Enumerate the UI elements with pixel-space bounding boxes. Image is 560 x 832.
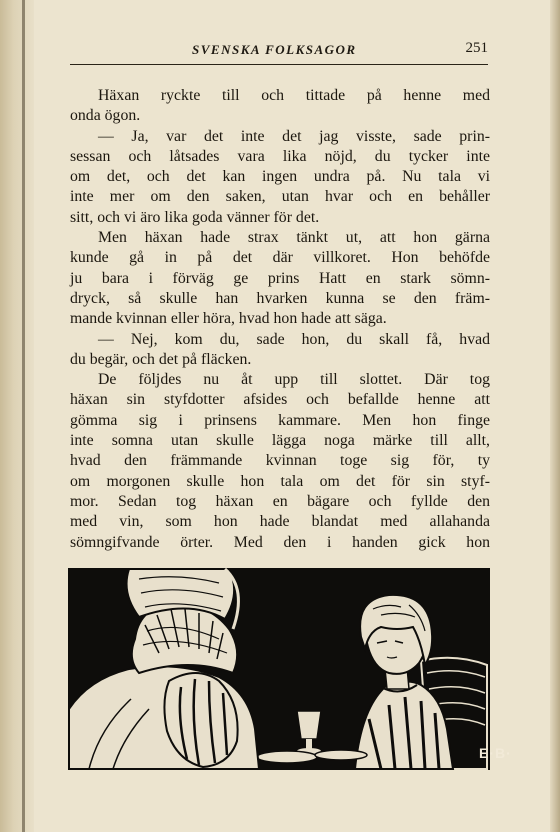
- text-line: Häxan ryckte till och tittade på henne med: [98, 87, 490, 104]
- text-line: häxan sin styfdotter afsides och befallde henne att: [70, 391, 490, 409]
- running-title: SVENSKA FOLKSAGOR: [192, 42, 357, 57]
- text-line: om morgonen skulle hon tala om det för sin styf-: [70, 472, 490, 490]
- text-line: ju bara i förväg ge prins Hatt en stark sömn-: [70, 269, 490, 287]
- text-line: om det, och det kan ingen undra på. Nu tala vi: [70, 168, 490, 186]
- page-number: 251: [465, 40, 488, 56]
- text-line: onda ögon.: [70, 107, 141, 125]
- text-line: — Ja, var det inte det jag visste, sade prin-: [98, 127, 490, 145]
- illustration: [68, 568, 512, 770]
- text-line: dryck, så skulle han hvarken kunna se den främ-: [70, 289, 490, 307]
- text-line: — Nej, kom du, sade hon, du skall få, hvad: [98, 330, 490, 348]
- text-line: mor. Sedan tog häxan en bägare och fyllde den: [70, 492, 490, 510]
- page-gutter: [0, 0, 34, 832]
- text-line: sitt, och vi äro lika goda vänner för det.: [70, 208, 320, 226]
- illustrator-signature: E·B·: [479, 745, 512, 761]
- text-line: du begär, och det på fläcken.: [70, 350, 252, 368]
- text-line: kunde gå in på det där villkoret. Hon behöfde: [70, 249, 490, 267]
- text-line: Men häxan hade strax tänkt ut, att hon gärna: [98, 229, 490, 247]
- text-line: sömngifvande örter. Med den i handen gick hon: [70, 533, 490, 551]
- text-line: hvad den främmande kvinnan toge sig för, ty: [70, 452, 490, 470]
- page-edge: [550, 0, 560, 832]
- text-line: mande kvinnan eller höra, hvad hon hade att säga.: [70, 310, 387, 328]
- text-line: De följdes nu åt upp till slottet. Där tog: [98, 371, 490, 389]
- text-line: gömma sig i prinsens kammare. Men hon finge: [70, 411, 490, 429]
- text-line: inte somna utan skulle lägga noga märke till allt,: [70, 432, 490, 450]
- text-line: med vin, som hon hade blandat med allahanda: [70, 513, 490, 531]
- illustration-drawing: [69, 569, 489, 769]
- text-line: sessan och låtsades vara lika nöjd, du tycker inte: [70, 147, 490, 165]
- binding-shadow: [22, 0, 25, 832]
- body-text: [70, 86, 490, 553]
- text-line: inte mer om den saken, utan hvar och en behåller: [70, 188, 490, 206]
- running-header: [70, 40, 488, 65]
